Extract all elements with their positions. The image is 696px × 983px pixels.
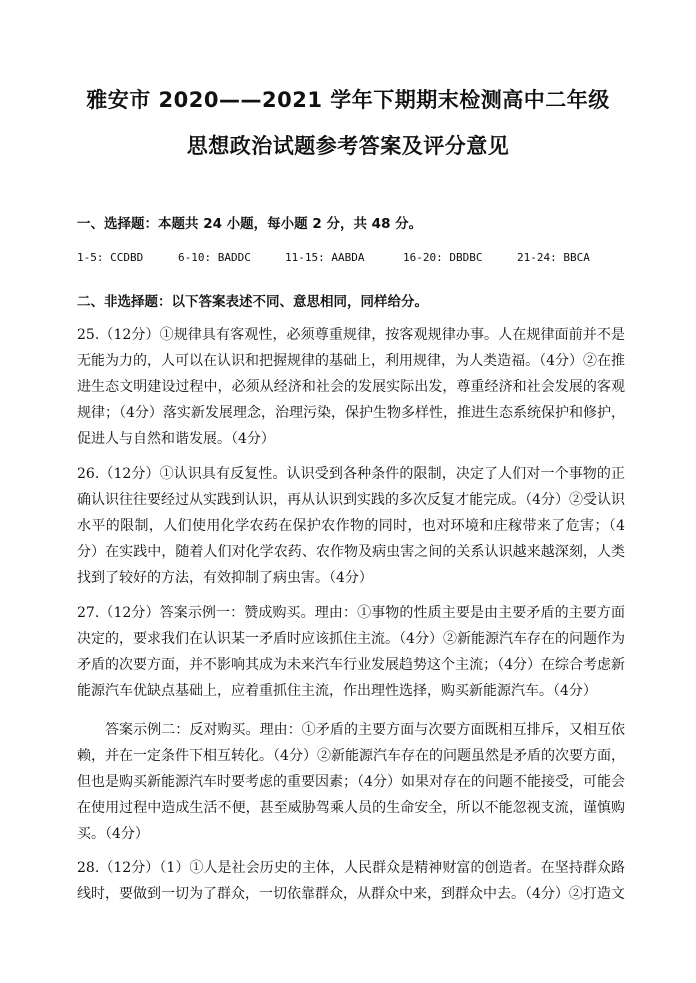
choice-answer-row xyxy=(77,251,590,264)
section-heading-non-choice: 二、非选择题：以下答案表述不同、意思相同，同样给分。 xyxy=(77,294,428,310)
page-title-line1: 雅安市 2020——2021 学年下期期末检测高中二年级 xyxy=(86,88,610,112)
answer-group-4: 16-20: DBDBC xyxy=(403,251,483,264)
answer-group-3: 11-15: AABDA xyxy=(285,251,365,264)
answer-group-2: 6-10: BADDC xyxy=(178,251,251,264)
answer-group-5: 21-24: BBCA xyxy=(517,251,590,264)
question-25-answer: 25.（12分）①规律具有客观性，必须尊重规律，按客观规律办事。人在规律面前并不是无能为力的，人可以在认识和把握规律的基础上，利用规律，为人类造福。（4分）②在推进生态文明建设过程中，必须从经济和社会的发展实际出发，尊重经济和社会发展的客观规律；（4分）落实新发展理念，治理污染，保护生物多样性，推进生态系统保护和修护，促进人与自然和谐发展。（4分） xyxy=(77,327,625,447)
question-27-answer-example-2: 答案示例二：反对购买。理由：①矛盾的主要方面与次要方面既相互排斥，又相互依赖，并在一定条件下相互转化。（4分）②新能源汽车存在的问题虽然是矛盾的次要方面，但也是购买新能源汽车时要考虑的重要因素；（4分）如果对存在的问题不能接受，可能会在使用过程中造成生活不便，甚至威胁驾乘人员的生命安全，所以不能忽视支流，谨慎购买。（4分） xyxy=(77,722,625,842)
answer-group-1: 1-5: CCDBD xyxy=(77,251,144,264)
page-title-line2: 思想政治试题参考答案及评分意见 xyxy=(186,134,510,158)
question-28-answer: 28.（12分）（1）①人是社会历史的主体，人民群众是精神财富的创造者。在坚持群众路线时，要做到一切为了群众，一切依靠群众，从群众中来，到群众中去。（4分）②打造文 xyxy=(77,860,625,902)
section-heading-choice: 一、选择题：本题共 24 小题，每小题 2 分，共 48 分。 xyxy=(77,216,423,232)
question-27-answer-example-1: 27.（12分）答案示例一：赞成购买。理由：①事物的性质主要是由主要矛盾的主要方面决定的，要求我们在认识某一矛盾时应该抓住主流。（4分）②新能源汽车存在的问题作为矛盾的次要方面，并不影响其成为未来汽车行业发展趋势这个主流；（4分）在综合考虑新能源汽车优缺点基础上，应着重抓住主流，作出理性选择，购买新能源汽车。（4分） xyxy=(77,605,625,699)
question-26-answer: 26.（12分）①认识具有反复性。认识受到各种条件的限制，决定了人们对一个事物的正确认识往往要经过从实践到认识，再从认识到实践的多次反复才能完成。（4分）②受认识水平的限制，人们使用化学农药在保护农作物的同时，也对环境和庄稼带来了危害；（4分）在实践中，随着人们对化学农药、农作物及病虫害之间的关系认识越来越深刻，人类找到了较好的方法，有效抑制了病虫害。（4分） xyxy=(77,466,625,586)
